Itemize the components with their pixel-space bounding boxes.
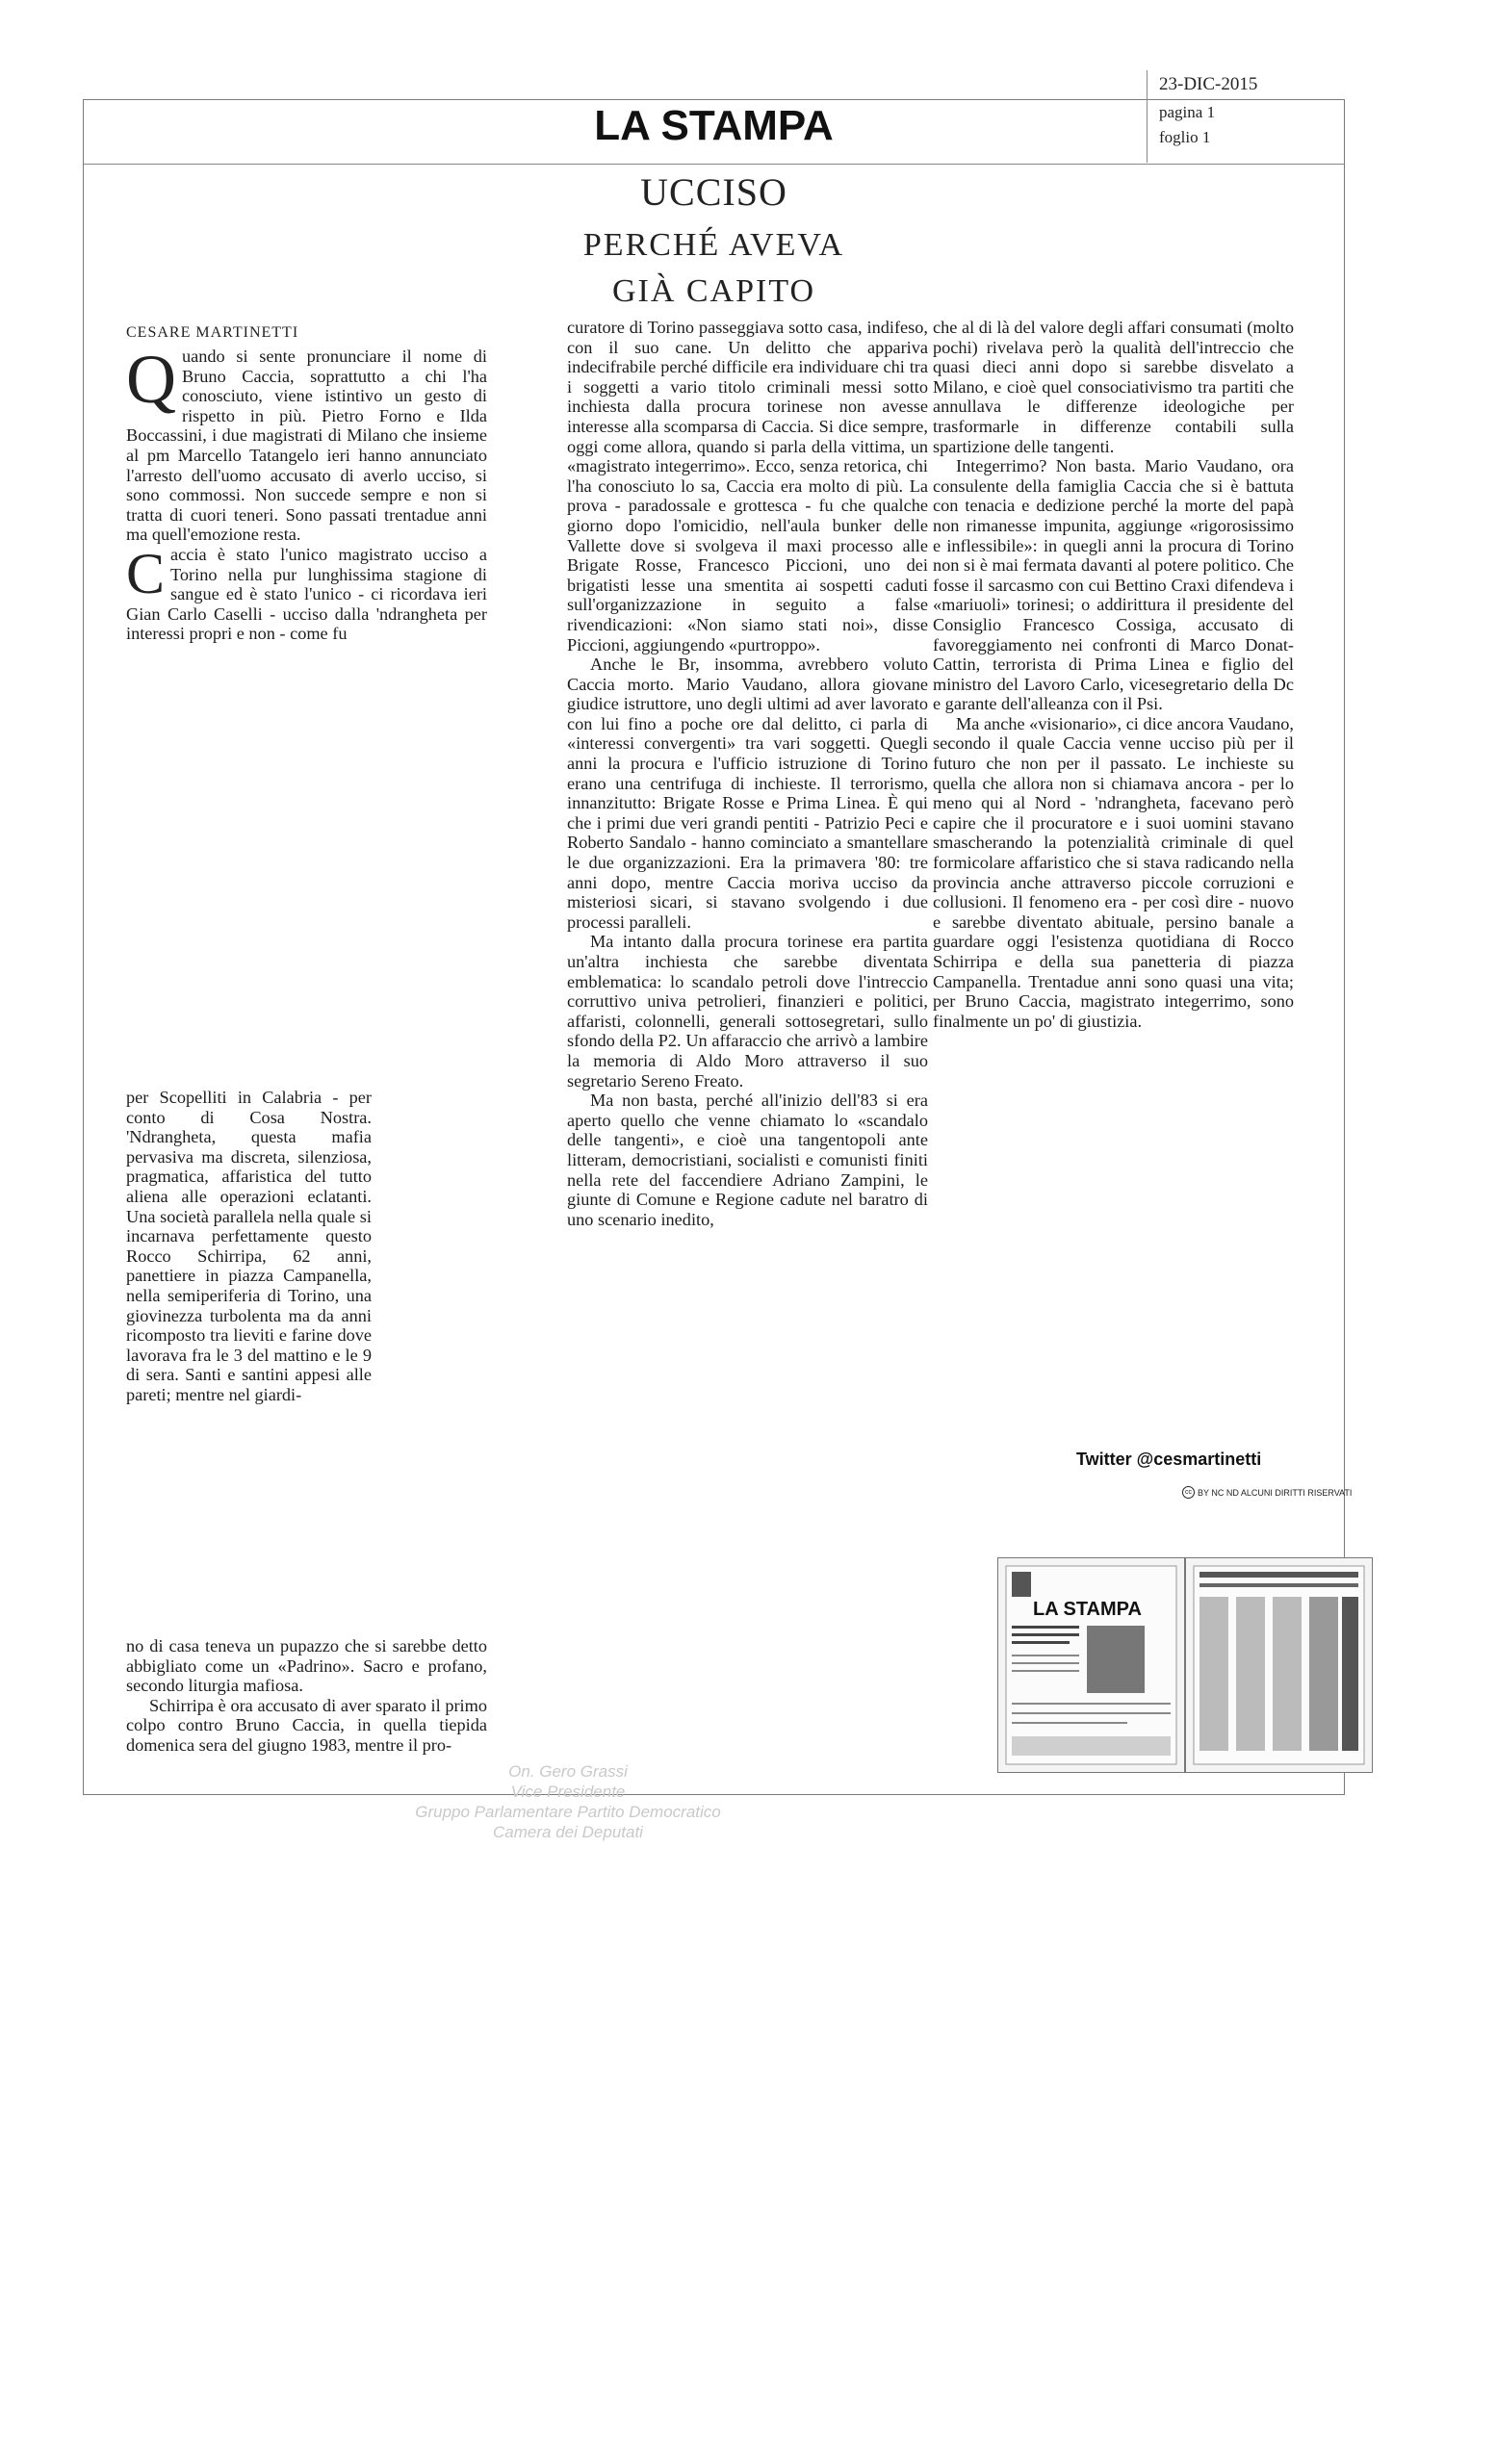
article-column-3 xyxy=(933,318,1294,1031)
front-page-thumbnail xyxy=(997,1557,1185,1773)
newspaper-name: LA STAMPA xyxy=(594,102,834,149)
paragraph-text: curatore di Torino passeggiava sotto casa, indifeso, con il suo cane. Un delitto che appariva indecifrabile perché difficile era individuare chi tra i soggetti a vario titolo criminali messi sotto inchiesta dalla procura torinese non avesse interesse alla scomparsa di Caccia. Si dice sempre, oggi come allora, quando si parla della vittima, un «magistrato integerrimo». Ecco, senza retorica, chi l'ha conosciuto lo sa, Caccia era molto di più. La prova - paradossale e grottesca - fu che qualche giorno dopo l'omicidio, nell'aula bunker delle Vallette dove si svolgeva il maxi processo alle Brigate Rosse, Francesco Piccioni, uno dei brigatisti lesse una smentita ai sospetti caduti sull'organizzazione in seguito a false rivendicazioni: «Non siamo stati noi», disse Piccioni, aggiungendo «purtroppo». xyxy=(567,318,928,654)
page-number: pagina 1 xyxy=(1159,103,1216,121)
creative-commons-icon: cc xyxy=(1182,1486,1195,1499)
author-twitter-handle: Twitter @cesmartinetti xyxy=(1076,1450,1262,1469)
inside-page-thumbnail xyxy=(1185,1557,1373,1773)
paragraph-text: Anche le Br, insomma, avrebbero voluto Caccia morto. Mario Vaudano, allora giovane giudice istruttore, uno degli ultimi ad aver lavorato con lui fino a poche ore dal delitto, ci parla di «interessi convergenti» tra vari soggetti. Quegli anni la procura e l'ufficio istruzione di Torino erano una centrifuga di inchieste. Il terrorismo, innanzitutto: Brigate Rosse e Prima Linea. È qui che i primi due veri grandi pentiti - Patrizio Peci e Roberto Sandalo - hanno cominciato a smantellare le due organizzazioni. Era la primavera '80: tre anni dopo, mentre Caccia moriva ucciso da misteriosi sicari, si stavano svolgendo i due processi paralleli. xyxy=(567,654,928,932)
paragraph-text: per Scopelliti in Calabria - per conto di Cosa Nostra. 'Ndrangheta, questa mafia pervasiva ma discreta, silenziosa, pragmatica, affaristica del tutto aliena alle operazioni eclatanti. Una società parallela nella quale si incarnava perfettamente questo Rocco Schirripa, 62 anni, panettiere in piazza Campanella, nella semiperiferia di Torino, una giovinezza turbolenta ma da anni ricomposto tra lieviti e farine dove lavorava fra le 3 del mattino e le 9 di sera. Santi e santini appesi alle pareti; mentre nel giardi- xyxy=(126,1088,372,1404)
article-column-1-top xyxy=(126,341,487,644)
paragraph-text: Schirripa è ora accusato di aver sparato il primo colpo contro Bruno Caccia, in quella tiepida domenica sera del giugno 1983, mentre il pro- xyxy=(126,1695,487,1755)
paragraph-text: accia è stato l'unico magistrato ucciso a Torino nella pur lunghissima stagione di sangue ed è stato l'unico - ci ricordava ieri Gian Carlo Caselli - ucciso dalla 'ndrangheta per interessi propri e non - come fu xyxy=(126,544,487,644)
article-column-2 xyxy=(567,318,928,1229)
front-page-thumbnail-graphic xyxy=(998,1558,1184,1772)
license-text: BY NC ND ALCUNI DIRITTI RISERVATI xyxy=(1198,1487,1353,1498)
faded-stamp xyxy=(385,1761,751,1842)
stamp-line: Camera dei Deputati xyxy=(493,1823,643,1841)
paragraph xyxy=(126,541,487,644)
thumbnail-title: LA STAMPA xyxy=(1033,1599,1142,1620)
byline: CESARE MARTINETTI xyxy=(126,324,299,341)
paragraph-text: Ma intanto dalla procura torinese era partita un'altra inchiesta che sarebbe diventata emblematica: lo scandalo petroli dove l'intreccio corruttivo univa petrolieri, finanzieri e politici, affaristi, colonnelli, generali sottosegretari, sullo sfondo della P2. Un affaraccio che arrivò a lambire la memoria di Aldo Moro attraverso il suo segretario Sereno Freato. xyxy=(567,932,928,1091)
paragraph-text: uando si sente pronunciare il nome di Bruno Caccia, soprattutto a chi l'ha conosciuto, viene istintivo un gesto di rispetto in più. Pietro Forno e Ilda Boccassini, i due magistrati di Milano che insieme al pm Marcello Tatangelo ieri hanno annunciato l'arresto dell'uomo accusato di averlo ucciso, si sono commossi. Non succede sempre e non si tratta di cuori teneri. Sono passati trentadue anni ma quell'emozione resta. xyxy=(126,346,487,545)
headline-line-2: PERCHÉ AVEVA xyxy=(582,227,845,263)
paragraph-text: che al di là del valore degli affari consumati (molto pochi) rivelava però la qualità dell'intreccio che quasi dieci anni dopo si sarebbe disvelato a Milano, e cioè quel consociativismo tra partiti che annullava le differenze ideologiche per trasformarle in differenze contabili sulla spartizione delle tangenti. xyxy=(933,318,1294,456)
sheet-number: foglio 1 xyxy=(1159,128,1211,146)
article-column-1-narrow xyxy=(126,1088,372,1405)
stamp-line: Vice Presidente xyxy=(510,1783,626,1801)
inside-page-thumbnail-graphic xyxy=(1186,1558,1372,1772)
masthead xyxy=(84,74,1344,165)
drop-cap: C xyxy=(126,541,166,605)
drop-cap: Q xyxy=(126,341,176,418)
clipping-date: 23-DIC-2015 xyxy=(1159,74,1258,94)
paragraph-text: Integerrimo? Non basta. Mario Vaudano, ora consulente della famiglia Caccia che si è battuta con tenacia e dedizione perché la morte del papà non rimanesse impunita, aggiunge «rigorosissimo e inflessibile»: in quegli anni la procura di Torino non si è mai fermata davanti al potere politico. Che fosse il sarcasmo con cui Bettino Craxi difendeva i «mariuoli» torinesi; o addirittura il presidente del Consiglio Francesco Cossiga, accusato di favoreggiamento nei confronti di Marco Donat-Cattin, terrorista di Prima Linea e figlio del ministro del Lavoro Carlo, vicesegretario della Dc e garante dell'alleanza con il Psi. xyxy=(933,456,1294,714)
paragraph-text: Ma anche «visionario», ci dice ancora Vaudano, secondo il quale Caccia venne ucciso più per il futuro che non per il passato. Le inchieste su quella che allora non si chiamava ancora - per lo meno qui al Nord - 'ndrangheta, facevano però capire che il procuratore e i suoi uomini stavano smascherando la potenzialità criminale di quel formicolare affaristico che si stava radicando nella provincia anche attraverso piccole corruzioni e collusioni. Il fenomeno era - per così dire - nuovo e sarebbe diventato abituale, persino banale a guardare oggi l'esistenza quotidiana di Rocco Schirripa e della sua panetteria di piazza Campanella. Trentadue anni sono quasi una vita; per Bruno Caccia, magistrato integerrimo, sono finalmente un po' di giustizia. xyxy=(933,713,1294,1031)
stamp-line: Gruppo Parlamentare Partito Democratico xyxy=(415,1803,721,1821)
headline-line-3: GIÀ CAPITO xyxy=(611,273,816,309)
article-column-1-bottom xyxy=(126,1636,487,1756)
headline-line-1: UCCISO xyxy=(640,170,787,214)
license-notice xyxy=(1182,1486,1352,1499)
paragraph xyxy=(126,341,487,545)
clipping-info-box xyxy=(1147,70,1344,163)
paragraph-text: Ma non basta, perché all'inizio dell'83 si era aperto quello che venne chiamato lo «scandalo delle tangenti», e cioè una tangentopoli ante litteram, democristiani, socialisti e comunisti finiti nella rete del faccendiere Adriano Zampini, le giunte di Comune e Regione cadute nel baratro di uno scenario inedito, xyxy=(567,1091,928,1229)
stamp-line: On. Gero Grassi xyxy=(508,1762,628,1781)
paragraph-text: no di casa teneva un pupazzo che si sarebbe detto abbigliato come un «Padrino». Sacro e profano, secondo liturgia mafiosa. xyxy=(126,1636,487,1696)
